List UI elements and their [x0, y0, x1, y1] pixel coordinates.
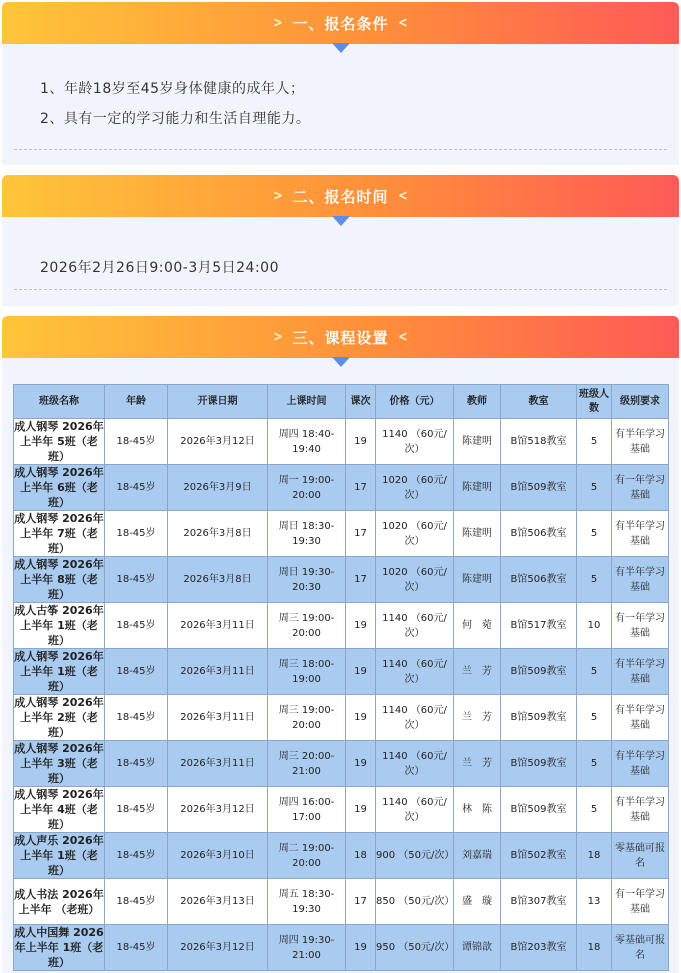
cell-age: 18-45岁 — [105, 557, 168, 603]
cell-class-time: 周日 19:30-20:30 — [268, 557, 346, 603]
cell-class-size: 5 — [577, 787, 612, 833]
table-row — [14, 925, 669, 971]
table-header-row — [14, 385, 669, 419]
chevron-left-icon: < — [397, 329, 408, 345]
cell-price: 1020 （60元/次） — [376, 557, 454, 603]
cell-start-date: 2026年3月12日 — [168, 787, 268, 833]
cell-class-size: 13 — [577, 879, 612, 925]
cell-age: 18-45岁 — [105, 465, 168, 511]
section-enrollment-time — [2, 175, 679, 306]
cell-level-requirement: 有半年学习基础 — [612, 649, 669, 695]
section-banner — [2, 175, 679, 217]
cell-age: 18-45岁 — [105, 419, 168, 465]
triangle-down-icon — [332, 216, 350, 226]
cell-classroom: B馆506教室 — [501, 557, 577, 603]
cell-level-requirement: 零基础可报名 — [612, 925, 669, 971]
cell-sessions: 19 — [346, 649, 376, 695]
cell-start-date: 2026年3月11日 — [168, 741, 268, 787]
enrollment-time-text: 2026年2月26日9:00-3月5日24:00 — [40, 260, 280, 276]
cell-age: 18-45岁 — [105, 511, 168, 557]
column-header: 班级人数 — [577, 385, 612, 419]
cell-price: 850 （50元/次） — [376, 879, 454, 925]
cell-start-date: 2026年3月11日 — [168, 695, 268, 741]
cell-class-time: 周三 19:00-20:00 — [268, 695, 346, 741]
cell-classroom: B馆509教室 — [501, 465, 577, 511]
cell-price: 950 （50元/次） — [376, 925, 454, 971]
cell-level-requirement: 有半年学习基础 — [612, 741, 669, 787]
cell-start-date: 2026年3月8日 — [168, 511, 268, 557]
cell-price: 900 （50元/次） — [376, 833, 454, 879]
cell-start-date: 2026年3月13日 — [168, 879, 268, 925]
cell-class-size: 5 — [577, 419, 612, 465]
cell-start-date: 2026年3月11日 — [168, 649, 268, 695]
cell-class-time: 周四 18:40-19:40 — [268, 419, 346, 465]
cell-classroom: B馆517教室 — [501, 603, 577, 649]
cell-age: 18-45岁 — [105, 695, 168, 741]
cell-age: 18-45岁 — [105, 603, 168, 649]
cell-price: 1020 （60元/次） — [376, 465, 454, 511]
cell-teacher: 兰 芳 — [454, 741, 501, 787]
cell-age: 18-45岁 — [105, 925, 168, 971]
chevron-right-icon: > — [273, 329, 284, 345]
cell-classroom: B馆509教室 — [501, 787, 577, 833]
cell-class-name: 成人钢琴 2026年上半年 7班（老班） — [14, 512, 104, 555]
cell-start-date: 2026年3月11日 — [168, 603, 268, 649]
cell-sessions: 17 — [346, 511, 376, 557]
cell-teacher: 盛 璇 — [454, 879, 501, 925]
cell-price: 1140 （60元/次） — [376, 419, 454, 465]
cell-class-size: 5 — [577, 465, 612, 511]
table-row — [14, 833, 669, 879]
cell-classroom: B馆502教室 — [501, 833, 577, 879]
cell-teacher: 林 陈 — [454, 787, 501, 833]
cell-class-time: 周三 20:00-21:00 — [268, 741, 346, 787]
cell-class-time: 周三 19:00-20:00 — [268, 603, 346, 649]
cell-price: 1140 （60元/次） — [376, 603, 454, 649]
cell-level-requirement: 有一年学习基础 — [612, 879, 669, 925]
column-header: 上课时间 — [268, 385, 346, 419]
cell-class-size: 5 — [577, 557, 612, 603]
cell-class-name: 成人钢琴 2026年上半年 2班（老班） — [14, 696, 104, 739]
cell-level-requirement: 有半年学习基础 — [612, 511, 669, 557]
cell-level-requirement: 有半年学习基础 — [612, 557, 669, 603]
cell-class-name: 成人钢琴 2026年上半年 5班（老班） — [14, 420, 104, 463]
cell-sessions: 19 — [346, 741, 376, 787]
cell-price: 1020 （60元/次） — [376, 511, 454, 557]
cell-start-date: 2026年3月9日 — [168, 465, 268, 511]
cell-level-requirement: 有半年学习基础 — [612, 695, 669, 741]
cell-teacher: 何 菀 — [454, 603, 501, 649]
cell-classroom: B馆518教室 — [501, 419, 577, 465]
section-banner — [2, 2, 679, 44]
section-enrollment-conditions — [2, 2, 679, 165]
column-header: 教室 — [501, 385, 577, 419]
cell-price: 1140 （60元/次） — [376, 741, 454, 787]
triangle-down-icon — [332, 43, 350, 53]
cell-sessions: 19 — [346, 695, 376, 741]
section-title: 三、课程设置 — [292, 328, 389, 347]
cell-teacher: 刘嘉瑞 — [454, 833, 501, 879]
column-header: 年龄 — [105, 385, 168, 419]
cell-class-size: 18 — [577, 925, 612, 971]
section-title: 一、报名条件 — [292, 14, 389, 33]
cell-teacher: 谭锦歆 — [454, 925, 501, 971]
cell-start-date: 2026年3月12日 — [168, 925, 268, 971]
cell-start-date: 2026年3月12日 — [168, 419, 268, 465]
section-title: 二、报名时间 — [292, 187, 389, 206]
cell-class-name: 成人钢琴 2026年上半年 1班（老班） — [14, 650, 104, 693]
cell-sessions: 18 — [346, 833, 376, 879]
column-header: 开课日期 — [168, 385, 268, 419]
column-header: 级别要求 — [612, 385, 669, 419]
cell-class-size: 5 — [577, 649, 612, 695]
cell-price: 1140 （60元/次） — [376, 787, 454, 833]
cell-start-date: 2026年3月8日 — [168, 557, 268, 603]
cell-age: 18-45岁 — [105, 787, 168, 833]
cell-level-requirement: 有一年学习基础 — [612, 465, 669, 511]
cell-class-time: 周四 19:30-21:00 — [268, 925, 346, 971]
cell-class-name: 成人钢琴 2026年上半年 4班（老班） — [14, 788, 104, 831]
cell-teacher: 陈建明 — [454, 511, 501, 557]
cell-class-time: 周五 18:30-19:30 — [268, 879, 346, 925]
cell-class-size: 5 — [577, 741, 612, 787]
table-row — [14, 787, 669, 833]
chevron-right-icon: > — [273, 15, 284, 31]
cell-teacher: 兰 芳 — [454, 695, 501, 741]
column-header: 教师 — [454, 385, 501, 419]
divider — [14, 149, 667, 150]
chevron-left-icon: < — [397, 188, 408, 204]
condition-item: 2、具有一定的学习能力和生活自理能力。 — [40, 111, 311, 127]
conditions-list — [2, 44, 679, 134]
table-row — [14, 557, 669, 603]
cell-classroom: B馆506教室 — [501, 511, 577, 557]
table-row — [14, 879, 669, 925]
cell-class-time: 周三 18:00-19:00 — [268, 649, 346, 695]
cell-class-size: 5 — [577, 511, 612, 557]
table-row — [14, 741, 669, 787]
column-header: 课次 — [346, 385, 376, 419]
cell-level-requirement: 有一年学习基础 — [612, 603, 669, 649]
table-row — [14, 465, 669, 511]
cell-age: 18-45岁 — [105, 879, 168, 925]
cell-class-name: 成人中国舞 2026年上半年 1班（老班） — [14, 926, 104, 969]
column-header: 班级名称 — [14, 385, 105, 419]
cell-class-size: 18 — [577, 833, 612, 879]
cell-sessions: 19 — [346, 419, 376, 465]
section-banner — [2, 316, 679, 358]
cell-classroom: B馆203教室 — [501, 925, 577, 971]
cell-classroom: B馆509教室 — [501, 741, 577, 787]
cell-class-time: 周二 19:00-20:00 — [268, 833, 346, 879]
cell-teacher: 陈建明 — [454, 465, 501, 511]
condition-item: 1、年龄18岁至45岁身体健康的成年人； — [40, 81, 305, 97]
cell-teacher: 兰 芳 — [454, 649, 501, 695]
table-row — [14, 603, 669, 649]
table-row — [14, 649, 669, 695]
cell-sessions: 19 — [346, 787, 376, 833]
cell-class-size: 5 — [577, 695, 612, 741]
column-header: 价格（元） — [376, 385, 454, 419]
cell-level-requirement: 有半年学习基础 — [612, 787, 669, 833]
cell-class-name: 成人古筝 2026年上半年 1班（老班） — [14, 604, 104, 647]
cell-class-name: 成人钢琴 2026年上半年 8班（老班） — [14, 558, 104, 601]
chevron-left-icon: < — [397, 15, 408, 31]
cell-class-time: 周四 16:00-17:00 — [268, 787, 346, 833]
cell-price: 1140 （60元/次） — [376, 695, 454, 741]
cell-level-requirement: 有半年学习基础 — [612, 419, 669, 465]
cell-class-name: 成人钢琴 2026年上半年 3班（老班） — [14, 742, 104, 785]
cell-class-name: 成人书法 2026年上半年 （老班） — [14, 879, 105, 925]
cell-age: 18-45岁 — [105, 649, 168, 695]
cell-price: 1140 （60元/次） — [376, 649, 454, 695]
cell-class-time: 周一 19:00-20:00 — [268, 465, 346, 511]
chevron-right-icon: > — [273, 188, 284, 204]
course-table — [13, 384, 669, 971]
cell-age: 18-45岁 — [105, 741, 168, 787]
cell-class-name: 成人钢琴 2026年上半年 6班（老班） — [14, 466, 104, 509]
cell-class-name: 成人声乐 2026年上半年 1班（老班） — [14, 834, 104, 877]
cell-start-date: 2026年3月10日 — [168, 833, 268, 879]
cell-class-time: 周日 18:30-19:30 — [268, 511, 346, 557]
table-row — [14, 695, 669, 741]
cell-classroom: B馆307教室 — [501, 879, 577, 925]
table-row — [14, 511, 669, 557]
cell-age: 18-45岁 — [105, 833, 168, 879]
cell-sessions: 17 — [346, 557, 376, 603]
cell-level-requirement: 零基础可报名 — [612, 833, 669, 879]
cell-class-size: 10 — [577, 603, 612, 649]
cell-classroom: B馆509教室 — [501, 695, 577, 741]
table-row — [14, 419, 669, 465]
cell-classroom: B馆509教室 — [501, 649, 577, 695]
cell-teacher: 陈建明 — [454, 557, 501, 603]
section-course-schedule — [2, 316, 679, 973]
divider — [14, 289, 667, 290]
cell-sessions: 17 — [346, 879, 376, 925]
cell-teacher: 陈建明 — [454, 419, 501, 465]
cell-sessions: 19 — [346, 603, 376, 649]
cell-sessions: 19 — [346, 925, 376, 971]
triangle-down-icon — [332, 357, 350, 367]
cell-sessions: 17 — [346, 465, 376, 511]
